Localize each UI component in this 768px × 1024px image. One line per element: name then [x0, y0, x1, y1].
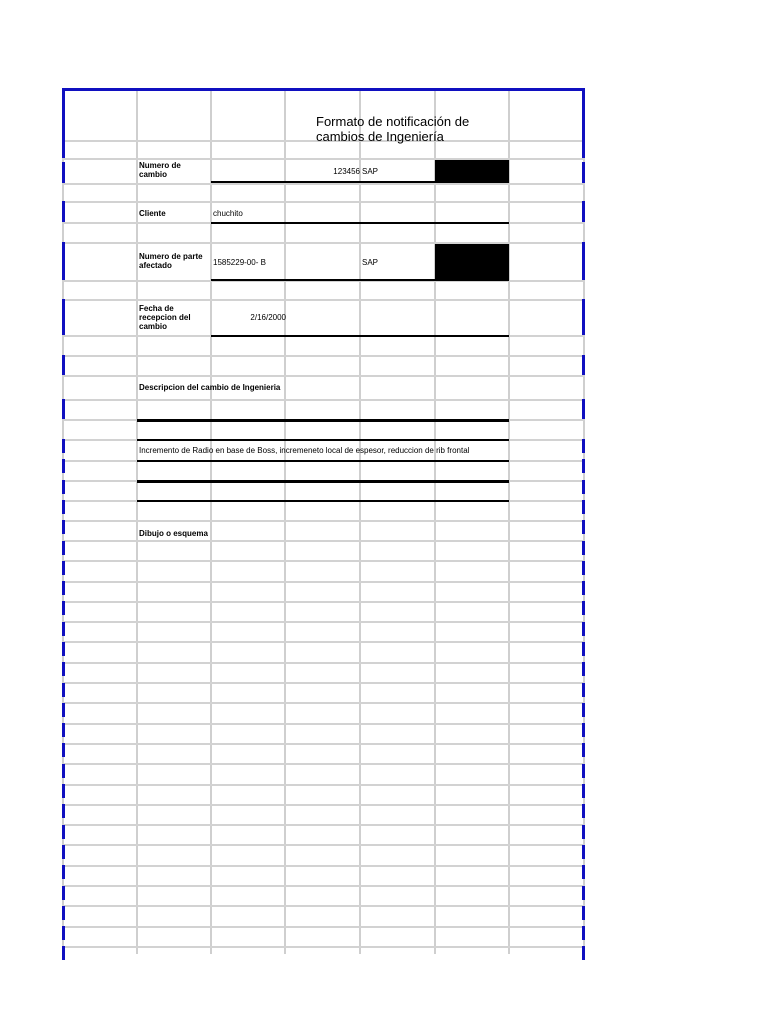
page-break-dash	[582, 865, 585, 879]
page-break-dash	[62, 399, 65, 419]
page-break-dash	[582, 642, 585, 656]
page-break-dash	[582, 683, 585, 697]
page-break-dash	[582, 743, 585, 757]
page-break-dash	[62, 355, 65, 375]
print-area-top-border	[62, 88, 585, 91]
page-break-dash	[582, 946, 585, 960]
page-break-dash	[62, 201, 65, 222]
page-break-dash	[582, 500, 585, 514]
dibujo-label: Dibujo o esquema	[139, 529, 208, 538]
page-break-dash	[62, 784, 65, 798]
grid-row-line	[62, 946, 585, 948]
numero-cambio-value[interactable]: 123456	[333, 167, 360, 176]
page-break-dash	[62, 703, 65, 717]
grid-row-line	[62, 885, 585, 887]
page-break-dash	[582, 480, 585, 494]
fecha-label: Fecha de recepcion del cambio	[139, 304, 191, 331]
page-break-dash	[62, 622, 65, 636]
page-break-dash	[62, 581, 65, 595]
page-break-dash	[62, 804, 65, 818]
grid-row-line	[62, 375, 585, 377]
descripcion-label: Descripcion del cambio de Ingenieria	[139, 383, 281, 392]
page-break-dash	[582, 399, 585, 419]
page-break-dash	[582, 804, 585, 818]
page-break-dash	[582, 926, 585, 940]
grid-row-line	[62, 804, 585, 806]
grid-row-line	[62, 763, 585, 765]
grid-row-line	[62, 723, 585, 725]
numero-parte-label: Numero de parte afectado	[139, 252, 203, 270]
page-break-dash	[62, 825, 65, 839]
page-break-dash	[62, 764, 65, 778]
page-break-dash	[62, 886, 65, 900]
grid-row-line	[62, 520, 585, 522]
page-break-dash	[62, 845, 65, 859]
page-break-dash	[582, 886, 585, 900]
page-break-dash	[62, 662, 65, 676]
page-break-dash	[62, 743, 65, 757]
page-break-dash	[62, 906, 65, 920]
form-title: Formato de notificación de cambios de Ingeniería	[316, 114, 470, 144]
cliente-value[interactable]: chuchito	[213, 209, 243, 218]
description-line-3	[137, 460, 509, 462]
page-break-dash	[62, 541, 65, 555]
page-break-dash	[582, 784, 585, 798]
page-break-dash	[62, 480, 65, 494]
grid-row-line	[62, 581, 585, 583]
fecha-value[interactable]: 2/16/2000	[250, 313, 286, 322]
grid-row-line	[62, 355, 585, 357]
page-break-dash	[62, 459, 65, 473]
page-break-dash	[62, 561, 65, 575]
page-break-dash	[62, 520, 65, 534]
underline-numero-parte	[211, 279, 509, 281]
page-break-dash	[582, 242, 585, 280]
page-break-dash	[582, 520, 585, 534]
page-break-dash	[62, 946, 65, 960]
page-break-dash	[62, 865, 65, 879]
numero-cambio-label: Numero de cambio	[139, 161, 181, 179]
grid-row-line	[62, 641, 585, 643]
page-break-dash	[582, 299, 585, 335]
page-break-dash	[582, 703, 585, 717]
grid-row-line	[62, 662, 585, 664]
page-break-dash	[62, 926, 65, 940]
numero-cambio-system[interactable]: SAP	[362, 167, 379, 176]
grid-row-line	[62, 621, 585, 623]
grid-row-line	[62, 201, 585, 203]
grid-row-line	[62, 560, 585, 562]
page-break-dash	[62, 642, 65, 656]
page-break-dash	[582, 622, 585, 636]
spreadsheet-form	[62, 88, 585, 954]
description-line-2	[137, 439, 509, 441]
grid-row-line	[62, 682, 585, 684]
underline-numero-cambio	[211, 181, 509, 183]
page-break-dash	[62, 723, 65, 737]
page-break-dash	[582, 845, 585, 859]
description-line-5	[137, 500, 509, 502]
numero-parte-value[interactable]: 1585229-00- B	[213, 258, 266, 267]
page-break-dash	[582, 355, 585, 375]
numero-parte-system[interactable]: SAP	[362, 258, 379, 267]
page-break-dash	[62, 162, 65, 183]
page-break-dash	[62, 500, 65, 514]
underline-fecha	[211, 335, 509, 337]
page-break-dash	[582, 88, 585, 158]
underline-cliente	[211, 222, 509, 224]
page-break-dash	[62, 683, 65, 697]
grid-row-line	[62, 824, 585, 826]
grid-row-line	[62, 844, 585, 846]
grid-row-line	[62, 784, 585, 786]
page-break-dash	[62, 299, 65, 335]
page-break-dash	[62, 439, 65, 453]
grid-row-line	[62, 183, 585, 185]
page-break-dash	[582, 906, 585, 920]
page-break-dash	[582, 662, 585, 676]
grid-row-line	[62, 702, 585, 704]
page-break-dash	[582, 561, 585, 575]
cliente-label: Cliente	[139, 209, 166, 218]
grid-row-line	[62, 926, 585, 928]
redacted-cell-2	[435, 244, 509, 280]
description-line-1	[137, 419, 509, 422]
page-break-dash	[582, 723, 585, 737]
grid-row-line	[62, 399, 585, 401]
page-break-dash	[582, 162, 585, 183]
grid-row-line	[62, 743, 585, 745]
page-break-dash	[62, 242, 65, 280]
grid-row-line	[62, 299, 585, 301]
descripcion-value[interactable]: Incremento de Radio en base de Boss, incremeneto local de espesor, reduccion de rib frontal	[139, 446, 470, 455]
grid-row-line	[62, 865, 585, 867]
redacted-cell-1	[435, 160, 509, 183]
page-break-dash	[582, 541, 585, 555]
page-break-dash	[582, 825, 585, 839]
grid-row-line	[62, 540, 585, 542]
description-line-4	[137, 480, 509, 483]
page-break-dash	[582, 439, 585, 453]
page-break-dash	[582, 201, 585, 222]
page-break-dash	[62, 601, 65, 615]
grid-row-line	[62, 905, 585, 907]
page-break-dash	[582, 764, 585, 778]
page-break-dash	[582, 459, 585, 473]
page-break-dash	[62, 88, 65, 158]
grid-row-line	[62, 601, 585, 603]
page-break-dash	[582, 601, 585, 615]
page-break-dash	[582, 581, 585, 595]
